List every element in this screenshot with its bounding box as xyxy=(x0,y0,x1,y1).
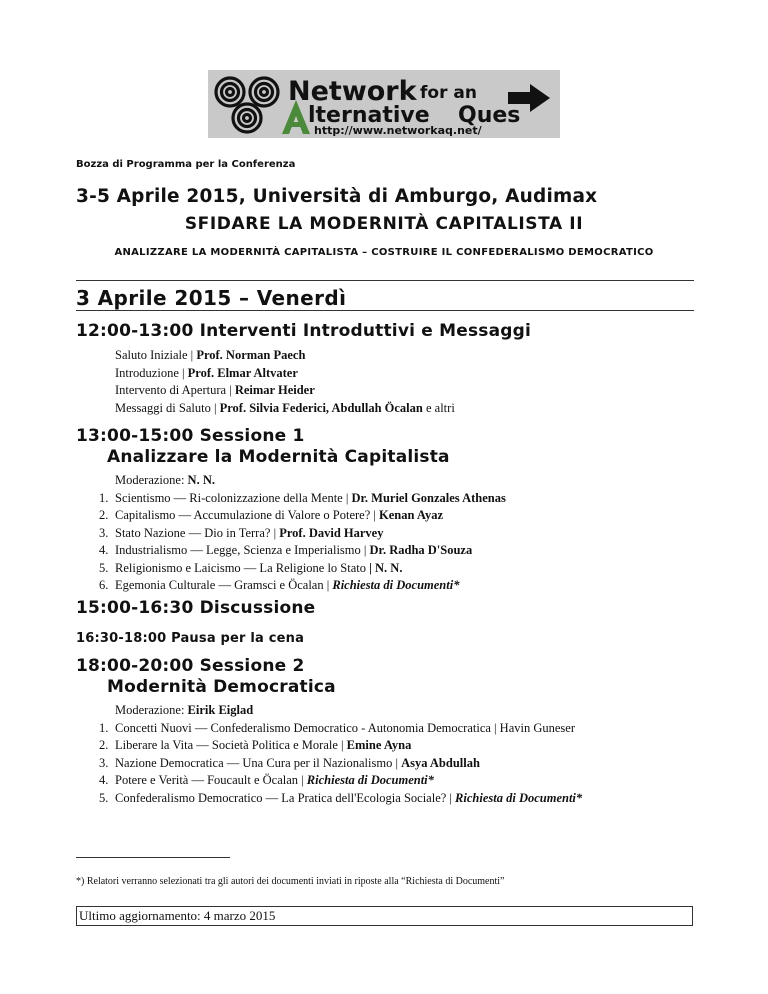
network-logo xyxy=(208,70,560,138)
session2-title: Modernità Democratica xyxy=(107,677,336,697)
list-item: 4. Potere e Verità — Foucault e Öcalan | Richiesta di Documenti* xyxy=(99,773,434,787)
intro-row: Introduzione | Prof. Elmar Altvater xyxy=(115,365,298,380)
logo-for-an: for an xyxy=(420,83,477,103)
conference-title: SFIDARE LA MODERNITÀ CAPITALISTA II xyxy=(184,214,584,234)
footnote-rule xyxy=(76,857,230,858)
divider-day xyxy=(76,310,694,311)
intro-row: Intervento di Apertura | Reimar Heider xyxy=(115,383,315,397)
list-item: 1. Concetti Nuovi — Confederalismo Democratico - Autonomia Democratica | Havin Guneser xyxy=(99,720,576,735)
list-item: 6. Egemonia Culturale — Gramsci e Öcalan | Richiesta di Documenti* xyxy=(99,578,460,592)
list-item: 5. Confederalismo Democratico — La Pratica dell'Ecologia Sociale? | Richiesta di Documenti* xyxy=(99,790,583,805)
list-item: 2. Liberare la Vita — Società Politica e Morale | Emine Ayna xyxy=(99,738,412,752)
intro-list xyxy=(115,347,455,417)
intro-row: Saluto Iniziale | Prof. Norman Paech xyxy=(115,348,306,362)
footnote: *) Relatori verranno selezionati tra gli autori dei documenti inviati in riposte alla “Richiesta di Documenti” xyxy=(76,876,505,887)
list-item: 4. Industrialismo — Legge, Scienza e Imperialismo | Dr. Radha D'Souza xyxy=(99,543,473,557)
session1-list xyxy=(99,490,506,595)
pause-heading: 16:30-18:00 Pausa per la cena xyxy=(76,631,305,646)
list-item: 2. Capitalismo — Accumulazione di Valore o Potere? | Kenan Ayaz xyxy=(99,508,444,522)
session2-list xyxy=(99,720,582,808)
list-item: 5. Religionismo e Laicismo — La Religione lo Stato | N. N. xyxy=(99,560,403,575)
session1-time: 13:00-15:00 Sessione 1 xyxy=(76,426,305,446)
session2-heading xyxy=(76,656,336,698)
session1-title: Analizzare la Modernità Capitalista xyxy=(107,447,450,467)
discussion-heading: 15:00-16:30 Discussione xyxy=(76,598,316,618)
session2-time: 18:00-20:00 Sessione 2 xyxy=(76,656,305,676)
last-updated: Ultimo aggiornamento: 4 marzo 2015 xyxy=(76,906,693,926)
divider-top xyxy=(76,280,694,281)
logo-alternative: lternative xyxy=(308,103,430,128)
list-item: 3. Nazione Democratica — Una Cura per il Nazionalismo | Asya Abdullah xyxy=(99,755,480,770)
session2-moderation: Moderazione: Eirik Eiglad xyxy=(115,703,254,717)
intro-row: Messaggi di Saluto | Prof. Silvia Federici, Abdullah Öcalan e altri xyxy=(115,400,455,415)
logo-ques: Ques xyxy=(458,103,521,128)
draft-kicker: Bozza di Programma per la Conferenza xyxy=(76,159,296,170)
logo-url: http://www.networkaq.net/ xyxy=(314,124,482,137)
session1-moderation: Moderazione: N. N. xyxy=(115,473,215,487)
logo-network: Network xyxy=(288,76,417,107)
conference-subtitle: ANALIZZARE LA MODERNITÀ CAPITALISTA – COSTRUIRE IL CONFEDERALISMO DEMOCRATICO xyxy=(114,247,654,258)
conference-dates: 3-5 Aprile 2015, Università di Amburgo, Audimax xyxy=(76,186,598,207)
list-item: 3. Stato Nazione — Dio in Terra? | Prof. David Harvey xyxy=(99,525,384,540)
session1-heading xyxy=(76,426,450,468)
list-item: 1. Scientismo — Ri-colonizzazione della Mente | Dr. Muriel Gonzales Athenas xyxy=(99,490,506,505)
intro-heading: 12:00-13:00 Interventi Introduttivi e Messaggi xyxy=(76,321,532,341)
day-heading: 3 Aprile 2015 – Venerdì xyxy=(76,286,347,310)
